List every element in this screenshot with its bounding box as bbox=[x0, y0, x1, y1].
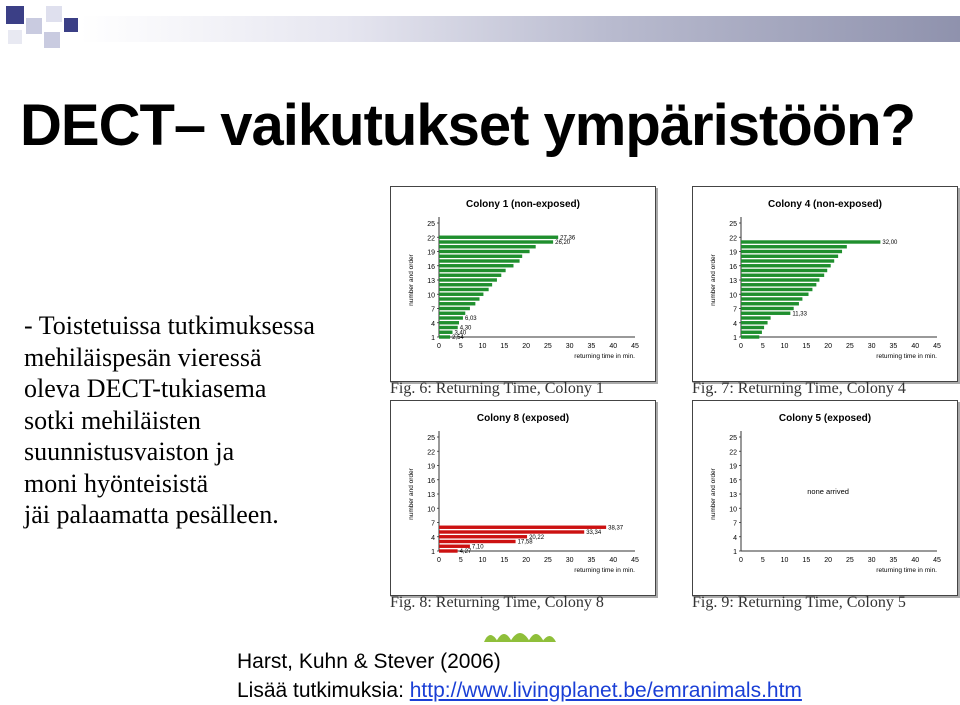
bar bbox=[439, 331, 453, 334]
data-label: 33,34 bbox=[586, 530, 602, 536]
bar bbox=[741, 316, 771, 319]
x-tick-label: 5 bbox=[760, 343, 765, 350]
y-tick-label: 16 bbox=[729, 477, 737, 485]
y-tick-label: 25 bbox=[729, 435, 737, 442]
x-tick-label: 15 bbox=[500, 557, 509, 564]
x-tick-label: 15 bbox=[500, 343, 509, 350]
more-research-label: Lisää tutkimuksia: bbox=[237, 679, 410, 702]
x-tick-label: 10 bbox=[478, 557, 487, 564]
x-tick-label: 15 bbox=[802, 557, 811, 564]
bar bbox=[741, 335, 759, 338]
bar bbox=[741, 255, 838, 258]
chart-svg bbox=[693, 401, 957, 595]
x-tick-label: 40 bbox=[609, 343, 618, 350]
chart-caption: Fig. 8: Returning Time, Colony 8 bbox=[390, 594, 604, 611]
body-line: jäi palaamatta pesälleen. bbox=[24, 500, 279, 529]
chart-svg bbox=[391, 401, 655, 595]
data-label: 4,27 bbox=[459, 549, 472, 555]
x-axis-label: returning time in min. bbox=[876, 567, 937, 574]
y-tick-label: 4 bbox=[733, 320, 737, 328]
y-tick-label: 10 bbox=[729, 506, 737, 514]
bar bbox=[439, 316, 463, 319]
y-tick-label: 1 bbox=[733, 549, 737, 556]
chart-colony-8 bbox=[390, 400, 656, 596]
y-tick-label: 22 bbox=[729, 235, 737, 243]
x-tick-label: 0 bbox=[739, 557, 743, 564]
data-label: 2,54 bbox=[452, 335, 464, 341]
header-square-icon bbox=[44, 32, 60, 48]
bar bbox=[439, 250, 530, 253]
more-research-link[interactable]: http://www.livingplanet.be/emranimals.htm bbox=[409, 679, 802, 702]
body-line: mehiläispesän vieressä bbox=[24, 342, 262, 372]
y-tick-label: 1 bbox=[733, 335, 737, 342]
x-tick-label: 30 bbox=[565, 343, 574, 350]
x-tick-label: 0 bbox=[739, 343, 743, 350]
y-axis-label: number and order bbox=[408, 254, 415, 306]
y-tick-label: 4 bbox=[431, 534, 435, 542]
chart-title: Colony 5 (exposed) bbox=[778, 413, 872, 424]
chart-caption: Fig. 9: Returning Time, Colony 5 bbox=[692, 594, 906, 611]
y-tick-label: 13 bbox=[729, 278, 737, 285]
bar bbox=[439, 540, 516, 543]
bar bbox=[439, 240, 553, 243]
chart-title: Colony 1 (non-exposed) bbox=[466, 199, 580, 210]
header-square-icon bbox=[64, 18, 78, 32]
bar bbox=[439, 269, 506, 272]
x-axis-label: returning time in min. bbox=[876, 353, 937, 360]
chart-caption: Fig. 6: Returning Time, Colony 1 bbox=[390, 380, 604, 397]
bar bbox=[439, 283, 492, 286]
body-line: sotki mehiläisten bbox=[24, 405, 201, 435]
bar bbox=[741, 269, 827, 272]
x-tick-label: 25 bbox=[543, 343, 552, 350]
x-tick-label: 0 bbox=[437, 343, 441, 350]
bar bbox=[439, 274, 501, 277]
x-tick-label: 5 bbox=[760, 557, 765, 564]
y-tick-label: 25 bbox=[729, 221, 737, 228]
more-research bbox=[237, 679, 802, 703]
x-tick-label: 5 bbox=[458, 343, 463, 350]
y-tick-label: 19 bbox=[427, 463, 435, 471]
y-tick-label: 19 bbox=[729, 463, 737, 471]
x-tick-label: 20 bbox=[522, 343, 531, 350]
bar bbox=[741, 288, 812, 291]
bar bbox=[741, 264, 831, 267]
bar bbox=[741, 293, 809, 296]
bar bbox=[439, 307, 470, 310]
header-decoration bbox=[0, 0, 960, 60]
bar bbox=[439, 326, 458, 329]
header-square-icon bbox=[26, 18, 42, 34]
y-tick-label: 16 bbox=[427, 477, 435, 485]
x-tick-label: 25 bbox=[845, 343, 854, 350]
y-tick-label: 7 bbox=[733, 520, 737, 528]
y-tick-label: 19 bbox=[427, 249, 435, 257]
x-tick-label: 30 bbox=[867, 557, 876, 564]
x-tick-label: 30 bbox=[867, 343, 876, 350]
y-axis-label: number and order bbox=[408, 468, 415, 520]
chart-colony-4 bbox=[692, 186, 958, 382]
bar bbox=[741, 245, 847, 248]
header-square-icon bbox=[46, 6, 62, 22]
x-tick-label: 40 bbox=[911, 557, 920, 564]
bar bbox=[741, 326, 764, 329]
x-tick-label: 10 bbox=[478, 343, 487, 350]
y-tick-label: 7 bbox=[431, 520, 435, 528]
data-label: 17,58 bbox=[517, 539, 533, 546]
bar bbox=[741, 259, 834, 262]
bar bbox=[439, 278, 497, 281]
y-tick-label: 25 bbox=[427, 221, 435, 228]
bar bbox=[439, 255, 522, 258]
y-tick-label: 7 bbox=[431, 306, 435, 314]
leaf-logo-icon bbox=[480, 626, 560, 642]
bar bbox=[741, 278, 819, 281]
x-tick-label: 35 bbox=[889, 343, 898, 350]
x-tick-label: 40 bbox=[609, 557, 618, 564]
y-tick-label: 1 bbox=[431, 335, 435, 342]
body-line: - Toistetuissa tutkimuksessa bbox=[24, 311, 315, 340]
data-label: 38,37 bbox=[608, 525, 624, 532]
bar bbox=[439, 321, 459, 324]
y-tick-label: 22 bbox=[729, 449, 737, 457]
bar bbox=[439, 245, 536, 248]
bar bbox=[741, 283, 816, 286]
x-tick-label: 45 bbox=[933, 343, 941, 350]
bar bbox=[439, 545, 470, 548]
x-tick-label: 20 bbox=[824, 343, 833, 350]
y-tick-label: 13 bbox=[427, 492, 435, 499]
bar bbox=[741, 274, 824, 277]
data-label: 4,30 bbox=[459, 325, 472, 332]
x-tick-label: 35 bbox=[889, 557, 898, 564]
y-tick-label: 10 bbox=[427, 292, 435, 300]
y-tick-label: 7 bbox=[733, 306, 737, 314]
data-label: 20,22 bbox=[529, 534, 545, 541]
x-tick-label: 10 bbox=[780, 557, 789, 564]
x-tick-label: 30 bbox=[565, 557, 574, 564]
bar bbox=[439, 530, 584, 533]
data-label: 3,40 bbox=[454, 330, 467, 337]
header-square-icon bbox=[8, 30, 22, 44]
data-label: 26,20 bbox=[555, 240, 571, 246]
bar bbox=[439, 297, 480, 300]
bar bbox=[439, 549, 458, 552]
bar bbox=[741, 312, 790, 315]
y-tick-label: 22 bbox=[427, 449, 435, 457]
bar bbox=[439, 535, 527, 538]
bar bbox=[439, 264, 513, 267]
chart-title: Colony 8 (exposed) bbox=[476, 413, 570, 424]
x-tick-label: 25 bbox=[845, 557, 854, 564]
chart-colony-1 bbox=[390, 186, 656, 382]
x-tick-label: 20 bbox=[522, 557, 531, 564]
y-tick-label: 25 bbox=[427, 435, 435, 442]
y-tick-label: 10 bbox=[729, 292, 737, 300]
y-tick-label: 19 bbox=[729, 249, 737, 257]
bar bbox=[741, 250, 842, 253]
x-axis-label: returning time in min. bbox=[574, 353, 635, 360]
y-axis-label: number and order bbox=[710, 254, 717, 306]
y-tick-label: 4 bbox=[733, 534, 737, 542]
y-tick-label: 16 bbox=[729, 263, 737, 271]
citation: Harst, Kuhn & Stever (2006) bbox=[237, 650, 501, 673]
body-text bbox=[24, 310, 394, 531]
y-tick-label: 4 bbox=[431, 320, 435, 328]
chart-svg bbox=[693, 187, 957, 381]
data-label: 32,00 bbox=[882, 240, 898, 246]
bar bbox=[439, 288, 489, 291]
x-tick-label: 5 bbox=[458, 557, 463, 564]
y-tick-label: 22 bbox=[427, 235, 435, 243]
x-tick-label: 35 bbox=[587, 343, 596, 350]
bar bbox=[741, 302, 799, 305]
bar bbox=[439, 236, 558, 239]
body-line: moni hyönteisistä bbox=[24, 468, 209, 498]
bar bbox=[741, 321, 768, 324]
x-tick-label: 20 bbox=[824, 557, 833, 564]
chart-colony-5 bbox=[692, 400, 958, 596]
y-tick-label: 13 bbox=[729, 492, 737, 499]
chart-title: Colony 4 (non-exposed) bbox=[768, 199, 882, 210]
bar bbox=[439, 335, 450, 338]
x-tick-label: 15 bbox=[802, 343, 811, 350]
x-tick-label: 0 bbox=[437, 557, 441, 564]
data-label: 7,10 bbox=[471, 544, 484, 551]
bar bbox=[439, 526, 606, 529]
chart-caption: Fig. 7: Returning Time, Colony 4 bbox=[692, 380, 906, 397]
y-tick-label: 10 bbox=[427, 506, 435, 514]
data-label: 11,33 bbox=[792, 311, 807, 318]
header-square-icon bbox=[6, 6, 24, 24]
bar bbox=[439, 259, 520, 262]
header-gradient-bar bbox=[80, 16, 960, 42]
x-axis-label: returning time in min. bbox=[574, 567, 635, 574]
x-tick-label: 35 bbox=[587, 557, 596, 564]
x-tick-label: 45 bbox=[631, 557, 639, 564]
chart-svg bbox=[391, 187, 655, 381]
data-label: 27,36 bbox=[560, 235, 576, 242]
bar bbox=[741, 297, 802, 300]
x-tick-label: 40 bbox=[911, 343, 920, 350]
y-tick-label: 16 bbox=[427, 263, 435, 271]
x-tick-label: 45 bbox=[933, 557, 941, 564]
bar bbox=[439, 293, 483, 296]
bar bbox=[741, 240, 880, 243]
chart-note: none arrived bbox=[807, 487, 849, 496]
y-axis-label: number and order bbox=[710, 468, 717, 520]
bar bbox=[741, 307, 794, 310]
x-tick-label: 25 bbox=[543, 557, 552, 564]
data-label: 6,03 bbox=[464, 316, 477, 322]
body-line: suunnistusvaiston ja bbox=[24, 437, 235, 466]
bar bbox=[439, 312, 465, 315]
x-tick-label: 10 bbox=[780, 343, 789, 350]
bar bbox=[741, 331, 762, 334]
y-tick-label: 13 bbox=[427, 278, 435, 285]
bar bbox=[439, 302, 475, 305]
body-line: oleva DECT-tukiasema bbox=[24, 374, 267, 403]
slide-title: DECT– vaikutukset ympäristöön? bbox=[20, 93, 915, 158]
y-tick-label: 1 bbox=[431, 549, 435, 556]
x-tick-label: 45 bbox=[631, 343, 639, 350]
